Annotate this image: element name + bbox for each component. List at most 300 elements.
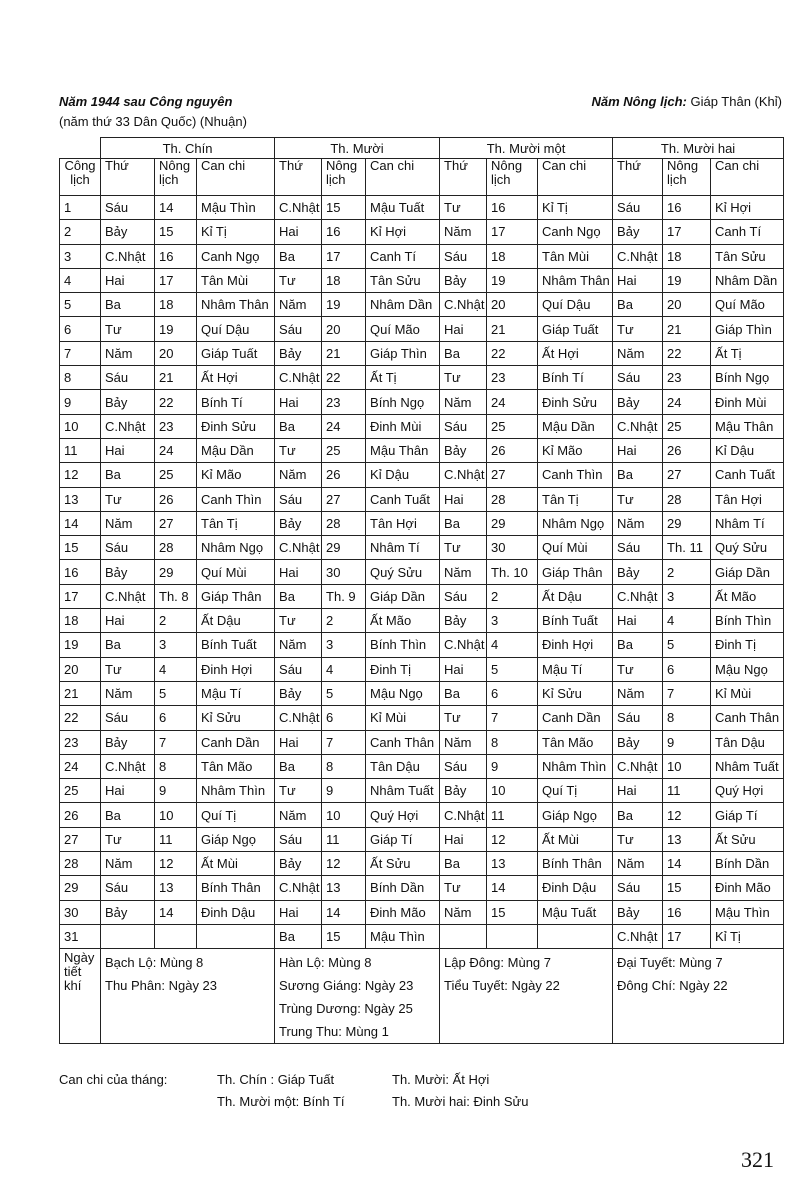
table-cell bbox=[197, 924, 275, 948]
tiet-khi-cell bbox=[613, 949, 784, 1044]
table-row bbox=[60, 220, 784, 244]
table-cell: Hai bbox=[275, 560, 322, 584]
table-cell: Nhâm Thân bbox=[538, 268, 613, 292]
table-cell: 6 bbox=[663, 657, 711, 681]
table-cell: Tư bbox=[613, 827, 663, 851]
table-cell: Hai bbox=[440, 827, 487, 851]
table-cell: Năm bbox=[275, 293, 322, 317]
table-cell: Mậu Thìn bbox=[366, 924, 440, 948]
table-cell: Mậu Thìn bbox=[711, 900, 784, 924]
table-cell: 24 bbox=[663, 390, 711, 414]
table-cell: 11 bbox=[322, 827, 366, 851]
table-cell: 26 bbox=[322, 463, 366, 487]
table-cell: Canh Ngọ bbox=[197, 244, 275, 268]
table-cell: Sáu bbox=[440, 754, 487, 778]
table-cell: Quý Sửu bbox=[366, 560, 440, 584]
table-cell: 20 bbox=[322, 317, 366, 341]
table-cell: Tư bbox=[275, 268, 322, 292]
table-cell: Ất Tị bbox=[366, 366, 440, 390]
table-cell: Mậu Tí bbox=[197, 681, 275, 705]
table-cell: C.Nhật bbox=[101, 584, 155, 608]
table-cell: 16 bbox=[663, 900, 711, 924]
table-row bbox=[60, 730, 784, 754]
table-cell: 4 bbox=[663, 609, 711, 633]
table-cell: Tân Mùi bbox=[538, 244, 613, 268]
table-cell: Năm bbox=[613, 681, 663, 705]
table-cell: 23 bbox=[663, 366, 711, 390]
table-cell: 29 bbox=[155, 560, 197, 584]
table-row bbox=[60, 244, 784, 268]
table-cell: 7 bbox=[322, 730, 366, 754]
table-cell: Sáu bbox=[440, 414, 487, 438]
table-cell bbox=[155, 924, 197, 948]
table-cell: 11 bbox=[663, 779, 711, 803]
gregorian-day-cell: 14 bbox=[60, 511, 101, 535]
table-cell: Th. 9 bbox=[322, 584, 366, 608]
tiet-khi-entry: Sương Giáng: Ngày 23 bbox=[279, 978, 414, 994]
table-row bbox=[60, 681, 784, 705]
table-cell: C.Nhật bbox=[440, 463, 487, 487]
table-cell: 3 bbox=[322, 633, 366, 657]
table-cell: Mậu Dần bbox=[538, 414, 613, 438]
table-cell: Hai bbox=[613, 268, 663, 292]
tiet-khi-entry: Lập Đông: Mùng 7 bbox=[444, 955, 551, 971]
table-cell: 13 bbox=[155, 876, 197, 900]
table-cell: Bính Ngọ bbox=[711, 366, 784, 390]
table-cell: Tư bbox=[440, 876, 487, 900]
table-row bbox=[60, 511, 784, 535]
table-cell: 18 bbox=[663, 244, 711, 268]
table-cell: Quý Sửu bbox=[711, 536, 784, 560]
table-cell: Ba bbox=[275, 584, 322, 608]
sub-header-row bbox=[60, 159, 784, 196]
table-row bbox=[60, 900, 784, 924]
table-cell: Th. 11 bbox=[663, 536, 711, 560]
table-cell: Giáp Tuất bbox=[538, 317, 613, 341]
table-cell: Bảy bbox=[440, 609, 487, 633]
table-cell: 27 bbox=[663, 463, 711, 487]
table-cell: C.Nhật bbox=[275, 536, 322, 560]
table-cell: Mậu Thân bbox=[366, 438, 440, 462]
table-cell: Nhâm Ngọ bbox=[197, 536, 275, 560]
table-cell: Bảy bbox=[613, 730, 663, 754]
table-cell: Ất Dậu bbox=[538, 584, 613, 608]
table-row bbox=[60, 827, 784, 851]
table-cell: 25 bbox=[663, 414, 711, 438]
table-cell: Canh Tuất bbox=[366, 487, 440, 511]
table-cell bbox=[538, 924, 613, 948]
table-cell: Sáu bbox=[275, 657, 322, 681]
table-cell: 28 bbox=[322, 511, 366, 535]
table-cell: Giáp Ngọ bbox=[538, 803, 613, 827]
tiet-khi-entry: Tiểu Tuyết: Ngày 22 bbox=[444, 978, 560, 994]
table-cell: Sáu bbox=[440, 584, 487, 608]
table-cell: Tân Dậu bbox=[366, 754, 440, 778]
tiet-khi-entry: Đông Chí: Ngày 22 bbox=[617, 978, 728, 994]
table-cell: Mậu Ngọ bbox=[711, 657, 784, 681]
table-cell: 18 bbox=[322, 268, 366, 292]
table-cell bbox=[487, 924, 538, 948]
table-cell: 5 bbox=[663, 633, 711, 657]
table-cell: Đinh Mão bbox=[366, 900, 440, 924]
table-cell: 4 bbox=[487, 633, 538, 657]
table-cell: Bảy bbox=[275, 511, 322, 535]
table-cell: Năm bbox=[275, 633, 322, 657]
table-cell: Năm bbox=[440, 220, 487, 244]
table-cell: Tư bbox=[101, 317, 155, 341]
table-cell: Ất Dậu bbox=[197, 609, 275, 633]
table-row bbox=[60, 196, 784, 220]
table-cell: 12 bbox=[155, 852, 197, 876]
table-cell: C.Nhật bbox=[440, 293, 487, 317]
table-cell: Giáp Dần bbox=[711, 560, 784, 584]
table-cell: Canh Tuất bbox=[711, 463, 784, 487]
gregorian-day-cell: 19 bbox=[60, 633, 101, 657]
table-cell: Bảy bbox=[101, 560, 155, 584]
table-cell: Ba bbox=[275, 244, 322, 268]
table-cell: Bảy bbox=[275, 852, 322, 876]
table-cell: 26 bbox=[663, 438, 711, 462]
tiet-khi-row bbox=[60, 949, 784, 1044]
table-cell: Năm bbox=[440, 390, 487, 414]
table-cell: Bính Tí bbox=[538, 366, 613, 390]
table-row bbox=[60, 487, 784, 511]
table-cell: C.Nhật bbox=[613, 414, 663, 438]
table-cell: 9 bbox=[487, 754, 538, 778]
table-cell: Kỉ Tị bbox=[711, 924, 784, 948]
sub-header-cell: Thứ bbox=[101, 159, 155, 196]
table-cell: Bính Dần bbox=[366, 876, 440, 900]
sub-header-cell: Thứ bbox=[275, 159, 322, 196]
gregorian-day-cell: 28 bbox=[60, 852, 101, 876]
table-cell: Bảy bbox=[101, 900, 155, 924]
table-cell: 21 bbox=[487, 317, 538, 341]
table-cell: Ba bbox=[275, 924, 322, 948]
table-cell: Năm bbox=[101, 511, 155, 535]
table-cell: 28 bbox=[663, 487, 711, 511]
table-cell: Ba bbox=[440, 852, 487, 876]
table-cell: 24 bbox=[487, 390, 538, 414]
table-row bbox=[60, 779, 784, 803]
table-cell: 19 bbox=[487, 268, 538, 292]
table-cell: 19 bbox=[663, 268, 711, 292]
table-cell: Canh Dần bbox=[538, 706, 613, 730]
table-cell: Kỉ Sửu bbox=[197, 706, 275, 730]
tiet-khi-entry: Trung Thu: Mùng 1 bbox=[279, 1024, 389, 1040]
table-cell: Tư bbox=[440, 366, 487, 390]
table-cell: Hai bbox=[101, 779, 155, 803]
table-cell: Tân Dậu bbox=[711, 730, 784, 754]
table-cell: 2 bbox=[322, 609, 366, 633]
table-cell: Ba bbox=[275, 754, 322, 778]
table-cell: Hai bbox=[440, 487, 487, 511]
table-cell: 6 bbox=[155, 706, 197, 730]
table-cell: 17 bbox=[155, 268, 197, 292]
table-cell: 15 bbox=[322, 196, 366, 220]
table-cell: Ất Mùi bbox=[538, 827, 613, 851]
table-cell: Tân Tị bbox=[538, 487, 613, 511]
table-cell: 6 bbox=[487, 681, 538, 705]
table-cell: Năm bbox=[275, 803, 322, 827]
table-cell: 22 bbox=[155, 390, 197, 414]
table-cell: 8 bbox=[155, 754, 197, 778]
republic-year-subtitle: (năm thứ 33 Dân Quốc) (Nhuận) bbox=[59, 114, 247, 129]
gregorian-day-cell: 7 bbox=[60, 341, 101, 365]
header-right bbox=[592, 92, 783, 112]
table-cell: Mậu Thìn bbox=[197, 196, 275, 220]
table-cell: Quí Mão bbox=[711, 293, 784, 317]
table-cell: Bảy bbox=[101, 220, 155, 244]
table-cell: Kỉ Mão bbox=[197, 463, 275, 487]
table-cell: Đinh Tị bbox=[366, 657, 440, 681]
sub-header-cell: Can chi bbox=[197, 159, 275, 196]
table-cell: Ba bbox=[613, 293, 663, 317]
table-cell: 15 bbox=[663, 876, 711, 900]
table-cell: Quí Mão bbox=[366, 317, 440, 341]
table-cell: Ba bbox=[101, 293, 155, 317]
table-cell: Bính Thân bbox=[538, 852, 613, 876]
table-cell: Bảy bbox=[613, 560, 663, 584]
table-row bbox=[60, 536, 784, 560]
table-cell: Năm bbox=[613, 511, 663, 535]
table-cell: Bính Dần bbox=[711, 852, 784, 876]
table-cell: C.Nhật bbox=[101, 754, 155, 778]
table-cell: 14 bbox=[487, 876, 538, 900]
table-cell: 25 bbox=[155, 463, 197, 487]
table-cell: Tư bbox=[440, 536, 487, 560]
gregorian-day-cell: 9 bbox=[60, 390, 101, 414]
gregorian-day-cell: 27 bbox=[60, 827, 101, 851]
table-cell: Tân Sửu bbox=[366, 268, 440, 292]
table-cell: Ba bbox=[275, 414, 322, 438]
sub-header-cell: Nông lịch bbox=[487, 159, 538, 196]
table-cell: Năm bbox=[101, 681, 155, 705]
table-cell: Sáu bbox=[101, 876, 155, 900]
table-cell: 17 bbox=[322, 244, 366, 268]
page-number: 321 bbox=[741, 1147, 774, 1172]
table-cell: Năm bbox=[440, 560, 487, 584]
table-cell: Bảy bbox=[613, 390, 663, 414]
table-row bbox=[60, 633, 784, 657]
gregorian-day-cell: 18 bbox=[60, 609, 101, 633]
table-cell: 7 bbox=[487, 706, 538, 730]
table-row bbox=[60, 754, 784, 778]
table-cell: Nhâm Dần bbox=[711, 268, 784, 292]
table-cell: Ất Mùi bbox=[197, 852, 275, 876]
table-cell: Ba bbox=[613, 463, 663, 487]
table-row bbox=[60, 366, 784, 390]
table-cell: Tư bbox=[101, 657, 155, 681]
table-cell: 17 bbox=[663, 220, 711, 244]
table-cell: 8 bbox=[663, 706, 711, 730]
table-cell: 20 bbox=[487, 293, 538, 317]
table-cell: 21 bbox=[155, 366, 197, 390]
table-cell: Ất Sửu bbox=[366, 852, 440, 876]
gregorian-day-cell: 11 bbox=[60, 438, 101, 462]
table-cell: Kỉ Hợi bbox=[366, 220, 440, 244]
table-cell: Bảy bbox=[440, 779, 487, 803]
table-cell: 7 bbox=[155, 730, 197, 754]
table-cell: 2 bbox=[487, 584, 538, 608]
table-cell: 24 bbox=[155, 438, 197, 462]
table-cell bbox=[440, 924, 487, 948]
table-cell: Canh Thìn bbox=[538, 463, 613, 487]
table-cell: Giáp Thân bbox=[538, 560, 613, 584]
table-cell bbox=[101, 924, 155, 948]
table-cell: 26 bbox=[487, 438, 538, 462]
gregorian-day-cell: 10 bbox=[60, 414, 101, 438]
table-cell: Năm bbox=[440, 900, 487, 924]
table-cell: Tư bbox=[440, 706, 487, 730]
table-cell: 13 bbox=[322, 876, 366, 900]
table-cell: Đinh Mùi bbox=[711, 390, 784, 414]
gregorian-day-cell: 22 bbox=[60, 706, 101, 730]
table-cell: Tân Tị bbox=[197, 511, 275, 535]
table-cell: 27 bbox=[487, 463, 538, 487]
gregorian-day-cell: 25 bbox=[60, 779, 101, 803]
table-cell: 22 bbox=[322, 366, 366, 390]
table-cell: Sáu bbox=[101, 536, 155, 560]
table-cell: 3 bbox=[155, 633, 197, 657]
table-cell: 12 bbox=[663, 803, 711, 827]
table-cell: Bảy bbox=[275, 681, 322, 705]
table-cell: Kỉ Hợi bbox=[711, 196, 784, 220]
table-cell: Năm bbox=[101, 852, 155, 876]
table-cell: 8 bbox=[487, 730, 538, 754]
table-cell: Mậu Thân bbox=[711, 414, 784, 438]
month-header: Th. Mười hai bbox=[613, 138, 784, 159]
table-cell: C.Nhật bbox=[101, 244, 155, 268]
table-cell: Giáp Tí bbox=[711, 803, 784, 827]
table-cell: 26 bbox=[155, 487, 197, 511]
table-cell: 16 bbox=[487, 196, 538, 220]
tiet-khi-cell bbox=[101, 949, 275, 1044]
table-cell: 14 bbox=[322, 900, 366, 924]
table-cell: Kỉ Mão bbox=[538, 438, 613, 462]
sub-header-cell: Nông lịch bbox=[322, 159, 366, 196]
table-cell: Sáu bbox=[275, 827, 322, 851]
table-cell: 16 bbox=[663, 196, 711, 220]
table-cell: Sáu bbox=[101, 196, 155, 220]
table-cell: Tư bbox=[275, 609, 322, 633]
table-cell: 13 bbox=[663, 827, 711, 851]
table-cell: Canh Dần bbox=[197, 730, 275, 754]
table-cell: Ba bbox=[101, 463, 155, 487]
table-cell: Tư bbox=[275, 438, 322, 462]
table-row bbox=[60, 609, 784, 633]
table-cell: 15 bbox=[487, 900, 538, 924]
table-cell: Ba bbox=[440, 511, 487, 535]
table-cell: 12 bbox=[322, 852, 366, 876]
table-row bbox=[60, 463, 784, 487]
sub-header-cell: Nông lịch bbox=[155, 159, 197, 196]
table-cell: Năm bbox=[613, 341, 663, 365]
table-cell: Kỉ Tị bbox=[197, 220, 275, 244]
footer-month-9: Th. Chín : Giáp Tuất bbox=[217, 1072, 335, 1087]
table-cell: 15 bbox=[322, 924, 366, 948]
table-cell: 13 bbox=[487, 852, 538, 876]
table-cell: 5 bbox=[322, 681, 366, 705]
table-cell: Đinh Mão bbox=[711, 876, 784, 900]
table-cell: Kỉ Dậu bbox=[711, 438, 784, 462]
footer-month-12: Th. Mười hai: Đinh Sửu bbox=[392, 1094, 529, 1109]
table-cell: Kỉ Tị bbox=[538, 196, 613, 220]
gregorian-day-cell: 21 bbox=[60, 681, 101, 705]
table-cell: 23 bbox=[155, 414, 197, 438]
table-cell: Nhâm Tí bbox=[711, 511, 784, 535]
lunar-year-label: Năm Nông lịch: bbox=[591, 94, 687, 109]
footer-label: Can chi của tháng: bbox=[59, 1072, 168, 1087]
table-cell: Canh Thân bbox=[366, 730, 440, 754]
table-row bbox=[60, 803, 784, 827]
table-cell: 29 bbox=[663, 511, 711, 535]
table-cell: Bảy bbox=[440, 268, 487, 292]
gregorian-day-cell: 4 bbox=[60, 268, 101, 292]
gregorian-day-cell: 17 bbox=[60, 584, 101, 608]
table-cell: Tư bbox=[440, 196, 487, 220]
table-cell: Tư bbox=[275, 779, 322, 803]
table-cell: Canh Tí bbox=[711, 220, 784, 244]
gregorian-day-cell: 30 bbox=[60, 900, 101, 924]
table-cell: C.Nhật bbox=[440, 633, 487, 657]
table-cell: Hai bbox=[101, 438, 155, 462]
table-cell: Ba bbox=[101, 633, 155, 657]
table-cell: Giáp Tí bbox=[366, 827, 440, 851]
table-cell: Hai bbox=[613, 609, 663, 633]
gregorian-day-cell: 6 bbox=[60, 317, 101, 341]
table-row bbox=[60, 852, 784, 876]
table-cell: 18 bbox=[487, 244, 538, 268]
table-cell: Mậu Tuất bbox=[538, 900, 613, 924]
table-cell: Giáp Ngọ bbox=[197, 827, 275, 851]
table-cell: Bính Thìn bbox=[366, 633, 440, 657]
table-cell: 2 bbox=[155, 609, 197, 633]
table-cell: Giáp Thân bbox=[197, 584, 275, 608]
table-cell: 14 bbox=[663, 852, 711, 876]
sub-header-cell: Can chi bbox=[711, 159, 784, 196]
table-cell: 20 bbox=[663, 293, 711, 317]
table-cell: 22 bbox=[487, 341, 538, 365]
table-cell: Bảy bbox=[440, 438, 487, 462]
gregorian-day-cell: 23 bbox=[60, 730, 101, 754]
table-cell: C.Nhật bbox=[440, 803, 487, 827]
table-cell: 12 bbox=[487, 827, 538, 851]
table-cell: 15 bbox=[155, 220, 197, 244]
table-row bbox=[60, 414, 784, 438]
table-cell: Kỉ Mùi bbox=[366, 706, 440, 730]
table-cell: C.Nhật bbox=[613, 754, 663, 778]
table-cell: 16 bbox=[322, 220, 366, 244]
table-cell: Giáp Thìn bbox=[711, 317, 784, 341]
table-cell: Sáu bbox=[613, 706, 663, 730]
table-cell: 29 bbox=[487, 511, 538, 535]
gregorian-day-cell: 20 bbox=[60, 657, 101, 681]
table-cell: C.Nhật bbox=[275, 366, 322, 390]
table-row bbox=[60, 706, 784, 730]
table-cell: Bính Tuất bbox=[538, 609, 613, 633]
table-row bbox=[60, 924, 784, 948]
table-cell: Bính Thân bbox=[197, 876, 275, 900]
table-cell: Nhâm Tuất bbox=[711, 754, 784, 778]
table-row bbox=[60, 657, 784, 681]
table-cell: Tư bbox=[613, 487, 663, 511]
table-cell: Nhâm Thìn bbox=[197, 779, 275, 803]
table-cell: Bính Ngọ bbox=[366, 390, 440, 414]
table-cell: Tư bbox=[101, 827, 155, 851]
table-cell: 14 bbox=[155, 196, 197, 220]
corner-blank bbox=[60, 138, 101, 159]
table-cell: Đinh Hợi bbox=[538, 633, 613, 657]
